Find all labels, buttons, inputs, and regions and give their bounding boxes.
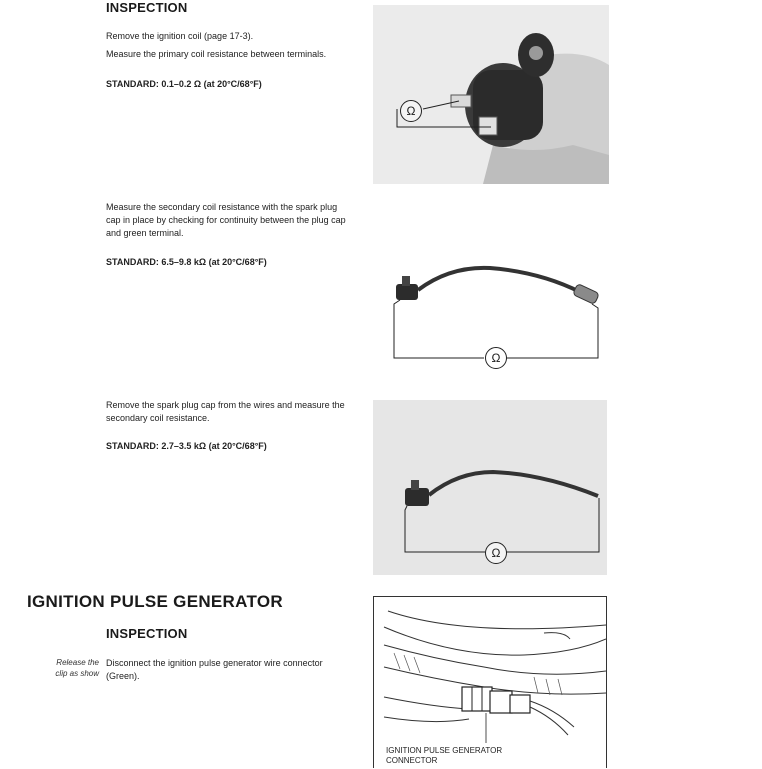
- margin-note-line-1: Release the: [56, 658, 99, 667]
- instruction-remove-coil: Remove the ignition coil (page 17-3).: [106, 31, 254, 41]
- figure-label-line-2: CONNECTOR: [386, 756, 438, 765]
- section-heading-inspection-2: INSPECTION: [106, 626, 188, 641]
- instruction-remove-cap-2: secondary coil resistance.: [106, 413, 210, 423]
- instruction-disconnect-1: Disconnect the ignition pulse generator wire connector: [106, 658, 323, 668]
- instruction-measure-secondary-2: cap in place by checking for continuity between the plug cap: [106, 215, 346, 225]
- figure-secondary-with-cap: [380, 258, 612, 370]
- connector-line-drawing: [374, 597, 606, 769]
- section-title-ignition-pulse-generator: IGNITION PULSE GENERATOR: [27, 592, 283, 611]
- standard-secondary-with-cap: STANDARD: 6.5–9.8 kΩ (at 20°C/68°F): [106, 257, 267, 267]
- ohm-symbol: Ω: [485, 542, 507, 564]
- instruction-measure-primary: Measure the primary coil resistance between terminals.: [106, 49, 327, 59]
- standard-primary-resistance: STANDARD: 0.1–0.2 Ω (at 20°C/68°F): [106, 79, 262, 89]
- instruction-remove-cap-1: Remove the spark plug cap from the wires and measure the: [106, 400, 345, 410]
- ohm-symbol: Ω: [400, 100, 422, 122]
- section-heading-inspection: INSPECTION: [106, 0, 188, 15]
- instruction-measure-secondary-3: and green terminal.: [106, 228, 184, 238]
- standard-secondary-without-cap: STANDARD: 2.7–3.5 kΩ (at 20°C/68°F): [106, 441, 267, 451]
- margin-note: [40, 657, 99, 679]
- instruction-disconnect-2: (Green).: [106, 671, 140, 681]
- figure-label-line-1: IGNITION PULSE GENERATOR: [386, 746, 503, 755]
- margin-note-line-2: clip as show: [55, 669, 99, 678]
- primary-coil-illustration: [373, 5, 609, 184]
- figure-secondary-without-cap: [373, 400, 607, 575]
- figure-pulse-generator-connector: [373, 596, 607, 768]
- instruction-measure-secondary-1: Measure the secondary coil resistance with the spark plug: [106, 202, 338, 212]
- ohm-symbol: Ω: [485, 347, 507, 369]
- figure-label-connector: [386, 746, 502, 766]
- figure-primary-coil-photo: [373, 5, 609, 184]
